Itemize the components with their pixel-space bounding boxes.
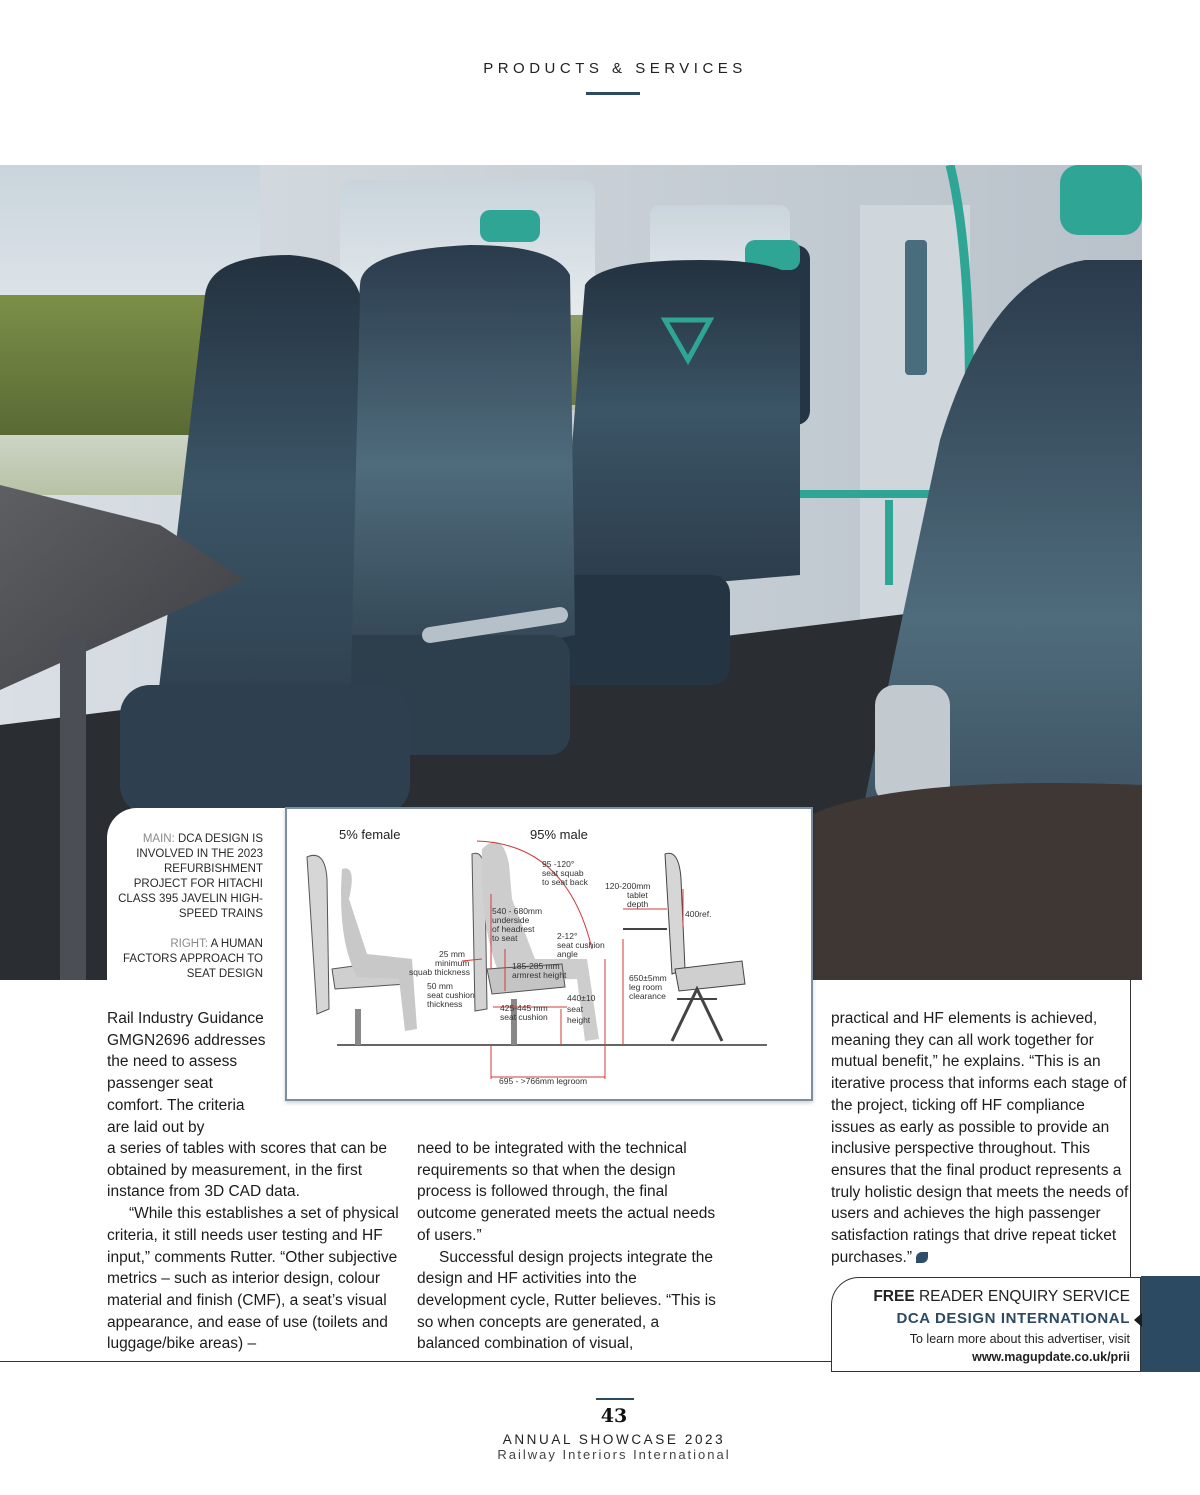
caption-right [118,937,263,982]
article-column-1 [107,1138,407,1355]
enquiry-url-link[interactable]: www.magupdate.co.uk/prii [972,1350,1130,1364]
side-tab [1141,1276,1200,1372]
header-rule [586,92,640,95]
dim-legroom-clear-1: 650±5mm [629,973,667,983]
dim-tablet-2: tablet [627,890,648,900]
dim-headrest-2: underside [492,915,530,925]
dim-angle-back-1: 95 -120° [542,859,575,869]
section-header: PRODUCTS & SERVICES [483,60,747,77]
caption-main-text: DCA DESIGN IS INVOLVED IN THE 2023 REFURBISHMENT PROJECT FOR HITACHI CLASS 395 JAVELIN HIGH-SPEED TRAINS [118,833,263,920]
article-column-2 [417,1138,717,1355]
col3-paragraph [831,1008,1131,1268]
dim-seat-depth-2: seat cushion [500,1012,548,1022]
svg-text:95 -120°seat squabto seat back [542,859,589,887]
dim-cushion-angle-2: seat cushion [557,940,605,950]
svg-text:540 - 680mmundersideof headres [492,906,542,943]
col2-paragraph-2: Successful design projects integrate the design and HF activities into the development cycle, Rutter believes. “This is so when concepts are generated, a balanced combination of visual, [417,1248,716,1353]
dim-headrest-4: to seat [492,933,518,943]
col1-top-paragraph: Rail Industry Guidance GMGN2696 addresses the need to assess passenger seat comfort. The criteria are laid out by [107,1010,266,1136]
col1-paragraph-2: “While this establishes a set of physical criteria, it still needs user testing and HF input,” comments Rutter. “Other subjective metrics – such as interior design, colour material and finish (CMF), a seat’s visual appearance, and ease of use (toilets and luggage/bike areas) – [107,1205,399,1353]
leaf-end-mark-icon [916,1252,928,1263]
svg-text:185-285 mmarmrest height [512,961,567,980]
enquiry-heading [873,1288,1130,1306]
dim-ref: 400ref. [685,909,712,919]
page-number: 43 [600,1405,628,1427]
enquiry-service: READER ENQUIRY SERVICE [914,1288,1130,1305]
svg-text:50 mmseat cushionthickness [427,981,475,1009]
dim-cushion-1: 50 mm [427,981,453,991]
dim-headrest-1: 540 - 680mm [492,906,543,916]
dim-cushion-angle-1: 2-12° [557,931,578,941]
dim-seat-height-3: height [567,1015,591,1025]
dim-seat-height-2: seat [567,1004,584,1014]
enquiry-company: DCA DESIGN INTERNATIONAL [896,1310,1130,1327]
caption-main-label: MAIN: [142,833,175,845]
label-male: 95% male [530,827,588,842]
dim-armrest-1: 185-285 mm [512,961,560,971]
footer-rule [596,1398,634,1400]
svg-text:120-200mmtabletdepth [605,881,650,909]
dim-cushion-angle-3: angle [557,949,578,959]
dim-legroom-clear-3: clearance [629,991,666,1001]
label-female: 5% female [339,827,401,842]
dim-squab-3: squab thickness [409,967,470,977]
photo-caption [118,832,263,997]
col1-paragraph-1: a series of tables with scores that can be obtained by measurement, in the first instance from 3D CAD data. [107,1140,388,1201]
dim-squab-1: 25 mm [439,949,465,959]
dim-armrest-2: armrest height [512,970,567,980]
dim-angle-back-2: seat squab [542,868,584,878]
dim-legroom: 695 - >766mm legroom [499,1076,588,1086]
col3-paragraph-text: practical and HF elements is achieved, meaning they can all work together for mutual benefit,” he explains. “This is an iterative process that informs each stage of the project, ticking off HF compliance issues as early as possible to provide an inclusive perspective throughout. This ensures that the final product represents a truly holistic design that meets the needs of users and achieves the high passenger satisfaction ratings that drive repeat ticket purchases.” [831,1010,1129,1266]
svg-text:2-12°seat cushionangle [557,931,605,959]
svg-text:25 mmminimumsquab thickness [409,949,470,977]
dim-legroom-clear-2: leg room [629,982,663,992]
article-column-3 [831,1008,1131,1268]
dim-cushion-2: seat cushion [427,990,475,1000]
dim-tablet-3: depth [627,899,649,909]
reader-enquiry-box[interactable] [831,1277,1141,1372]
dim-seat-height-1: 440±10 [567,993,596,1003]
magazine-issue: ANNUAL SHOWCASE 2023 [502,1432,726,1447]
svg-text:650±5mmleg roomclearance [629,973,667,1001]
enquiry-free: FREE [873,1288,915,1305]
svg-text:425-445 mmseat cushion [500,1003,548,1022]
dim-cushion-3: thickness [427,999,463,1009]
dim-seat-depth-1: 425-445 mm [500,1003,548,1013]
dim-tablet-1: 120-200mm [605,881,651,891]
caption-right-label: RIGHT: [170,938,209,950]
article-column-1-top [107,1008,267,1138]
pointer-arrow-icon [1134,1313,1142,1327]
dim-squab-2: minimum [435,958,470,968]
enquiry-learn-more: To learn more about this advertiser, visit [909,1332,1130,1346]
bottom-rule [0,1361,832,1362]
caption-right-text: A HUMAN FACTORS APPROACH TO SEAT DESIGN [123,938,263,980]
dim-angle-back-3: to seat back [542,877,588,887]
seat-dimension-diagram [285,807,813,1101]
dim-headrest-3: of headrest [492,924,535,934]
col2-paragraph-1: need to be integrated with the technical requirements so that when the design process is followed through, the final outcome generated meets the actual needs of users.” [417,1140,716,1244]
column-frame-line [1130,980,1131,1280]
caption-main [118,832,263,922]
magazine-name: Railway Interiors International [497,1447,731,1462]
